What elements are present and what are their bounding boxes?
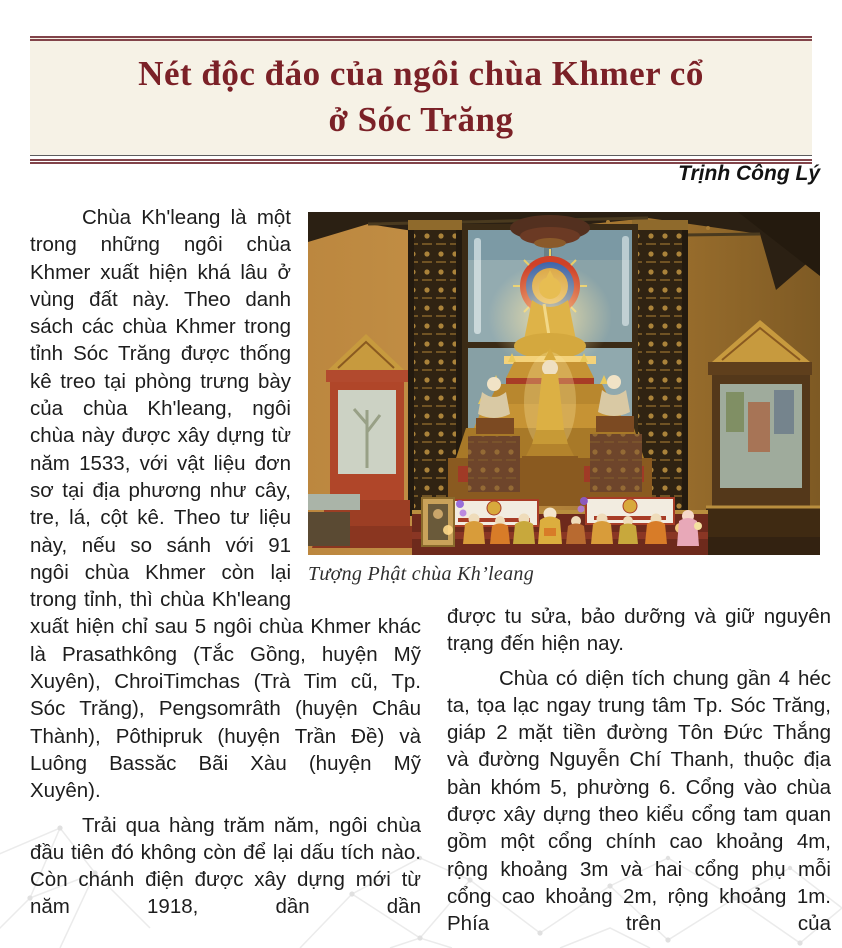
author-byline: Trịnh Công Lý [678, 162, 820, 185]
column-right [447, 603, 831, 948]
article-header [30, 36, 812, 164]
paragraph-2-left: Trải qua hàng trăm năm, ngôi chùa đầu tiên đó không còn để lại dấu tích nào. Còn chánh điện được xây dựng mới từ năm 1918, dần dần [30, 813, 421, 919]
paragraph-2-continued: được tu sửa, bảo dưỡng và giữ nguyên trạng đến hiện nay. [447, 605, 831, 656]
framed-portrait [422, 498, 454, 546]
title-line-1: Nét độc đáo của ngôi chùa Khmer cổ [138, 54, 704, 93]
paragraph-1: Chùa Kh'leang là một trong những ngôi chùa Khmer xuất hiện khá lâu ở vùng đất này. Theo danh sách các chùa Khmer trong tỉnh Sóc Trăng được thống kê treo tại phòng trưng bày của chùa Kh'leang, ngôi chùa này được xây dựng từ năm 1533, với vật liệu đơn sơ tại địa phương như cây, tre, lá, cột kê. Theo tư liệu này, nếu so sánh với 91 ngôi chùa Khmer còn lại trong tỉnh, thì chùa Kh'leang xuất hiện chỉ sau 5 ngôi chùa Khmer khác là Prasathkông (Tắc Gồng, huyện Mỹ Xuyên), ChroiTimchas (Trà Tim cũ, Tp. Sóc Trăng), Pengsomrâth (huyện Châu Thành), Pôthipruk (huyện Trần Đề) và Luông Bassăc Bãi Xàu (huyện Mỹ Xuyên). [30, 206, 421, 803]
photo-caption: Tượng Phật chùa Kh’leang [308, 563, 534, 585]
page-title [36, 51, 806, 143]
title-box [30, 36, 812, 156]
title-line-2: ở Sóc Trăng [328, 100, 514, 139]
column-left [30, 204, 421, 948]
image-flow-spacer [291, 204, 421, 598]
paragraph-3: Chùa có diện tích chung gần 4 héc ta, tọa lạc ngay trung tâm Tp. Sóc Trăng, giáp 2 mặt tiền đường Tôn Đức Thắng và đường Nguyễn Chí Thanh, thuộc địa bàn khóm 5, phường 6. Cổng vào chùa được xây dựng theo kiểu cổng tam quan gồm một cổng chính cao khoảng 4m, rộng khoảng 3m và hai cổng phụ mỗi cổng cao khoảng 2m, rộng khoảng 1m. Phía trên của [447, 666, 831, 936]
